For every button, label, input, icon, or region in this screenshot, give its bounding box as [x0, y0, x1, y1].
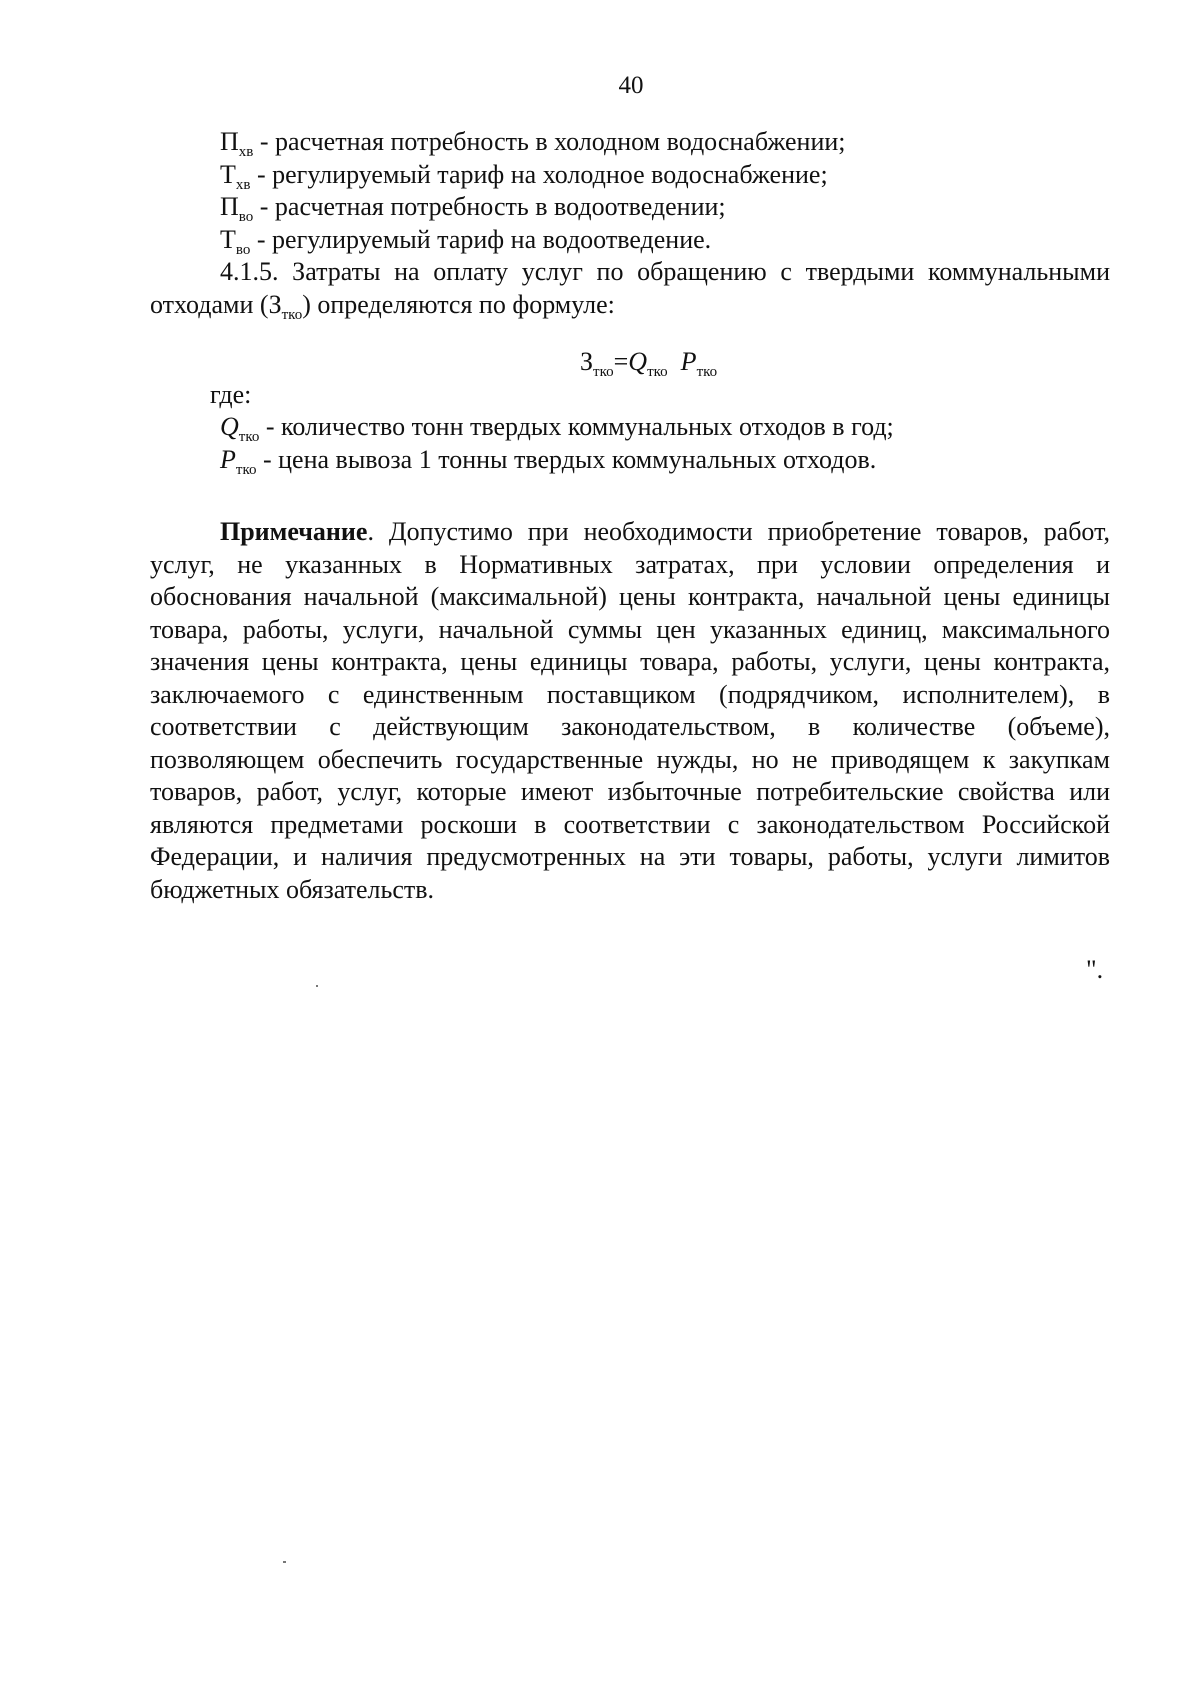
definition-line [150, 126, 1110, 159]
definition-line [150, 191, 1110, 224]
formula-q-subscript: тко [647, 364, 668, 380]
note-paragraph [150, 516, 1110, 906]
page-number: 40 [618, 72, 644, 99]
section-text-before: 4.1.5. Затраты на оплату услуг по обращению с твердыми коммунальными отходами (З [150, 257, 1110, 319]
where-symbol: P [220, 444, 236, 474]
formula [150, 346, 1110, 379]
section-subscript: тко [281, 306, 303, 323]
definition-symbol: Т [220, 224, 236, 254]
where-subscript: тко [235, 461, 257, 478]
definition-symbol: П [220, 192, 239, 221]
formula-lhs-subscript: тко [593, 364, 614, 380]
scan-speck [316, 985, 318, 987]
section-text-after: ) определяются по формуле: [302, 289, 615, 319]
where-symbol: Q [220, 412, 239, 441]
definition-symbol: Т [220, 159, 236, 189]
definition-text: - расчетная потребность в холодном водоснабжении; [253, 127, 846, 156]
definition-subscript: хв [238, 144, 254, 160]
closing-quote: ". [1086, 955, 1104, 984]
definition-subscript: во [238, 209, 254, 225]
definition-text: - регулируемый тариф на водоотведение. [250, 224, 712, 254]
definition-text: - расчетная потребность в водоотведении; [253, 192, 726, 221]
formula-q: Q [628, 347, 648, 376]
note-text: . Допустимо при необходимости приобретение товаров, работ, услуг, не указанных в Нормативных затратах, при условии определения и обоснования начальной (максимальной) цены контракта, начальной цены единицы товара, работы, услуги, начальной суммы цен указанных единиц, максимального значения цены контракта, цены единицы товара, работы, услуги, цены контракта, заключаемого с единственным поставщиком (подрядчиком, исполнителем), в соответствии с действующим законодательством, в количестве (объеме), позволяющем обеспечить государственные нужды, но не приводящем к закупкам товаров, работ, услуг, которые имеют избыточные потребительские свойства или являются предметами роскоши в соответствии с законодательством Российской Федерации, и наличия предусмотренных на эти товары, работы, услуги лимитов бюджетных обязательств. [150, 517, 1110, 904]
formula-p: P [680, 347, 697, 376]
where-item [150, 444, 1110, 477]
scan-speck [283, 1561, 286, 1563]
note-block [150, 516, 1110, 906]
definition-text: - регулируемый тариф на холодное водоснабжение; [250, 159, 828, 189]
formula-lhs: З [580, 347, 594, 376]
definition-symbol: П [220, 127, 239, 156]
definition-subscript: хв [235, 176, 251, 193]
where-subscript: тко [238, 429, 260, 445]
where-text: - количество тонн твердых коммунальных отходов в год; [259, 412, 894, 441]
formula-equals: = [613, 347, 629, 376]
section-4-1-5 [150, 256, 1110, 321]
note-title: Примечание [220, 517, 368, 546]
where-item [150, 411, 1110, 444]
page-content [150, 126, 1110, 906]
formula-p-subscript: тко [696, 364, 718, 380]
definition-subscript: во [235, 241, 251, 258]
where-label: где: [210, 379, 252, 409]
definition-line [150, 159, 1110, 192]
definition-line [150, 224, 1110, 257]
where-text: - цена вывоза 1 тонны твердых коммунальных отходов. [256, 444, 877, 474]
